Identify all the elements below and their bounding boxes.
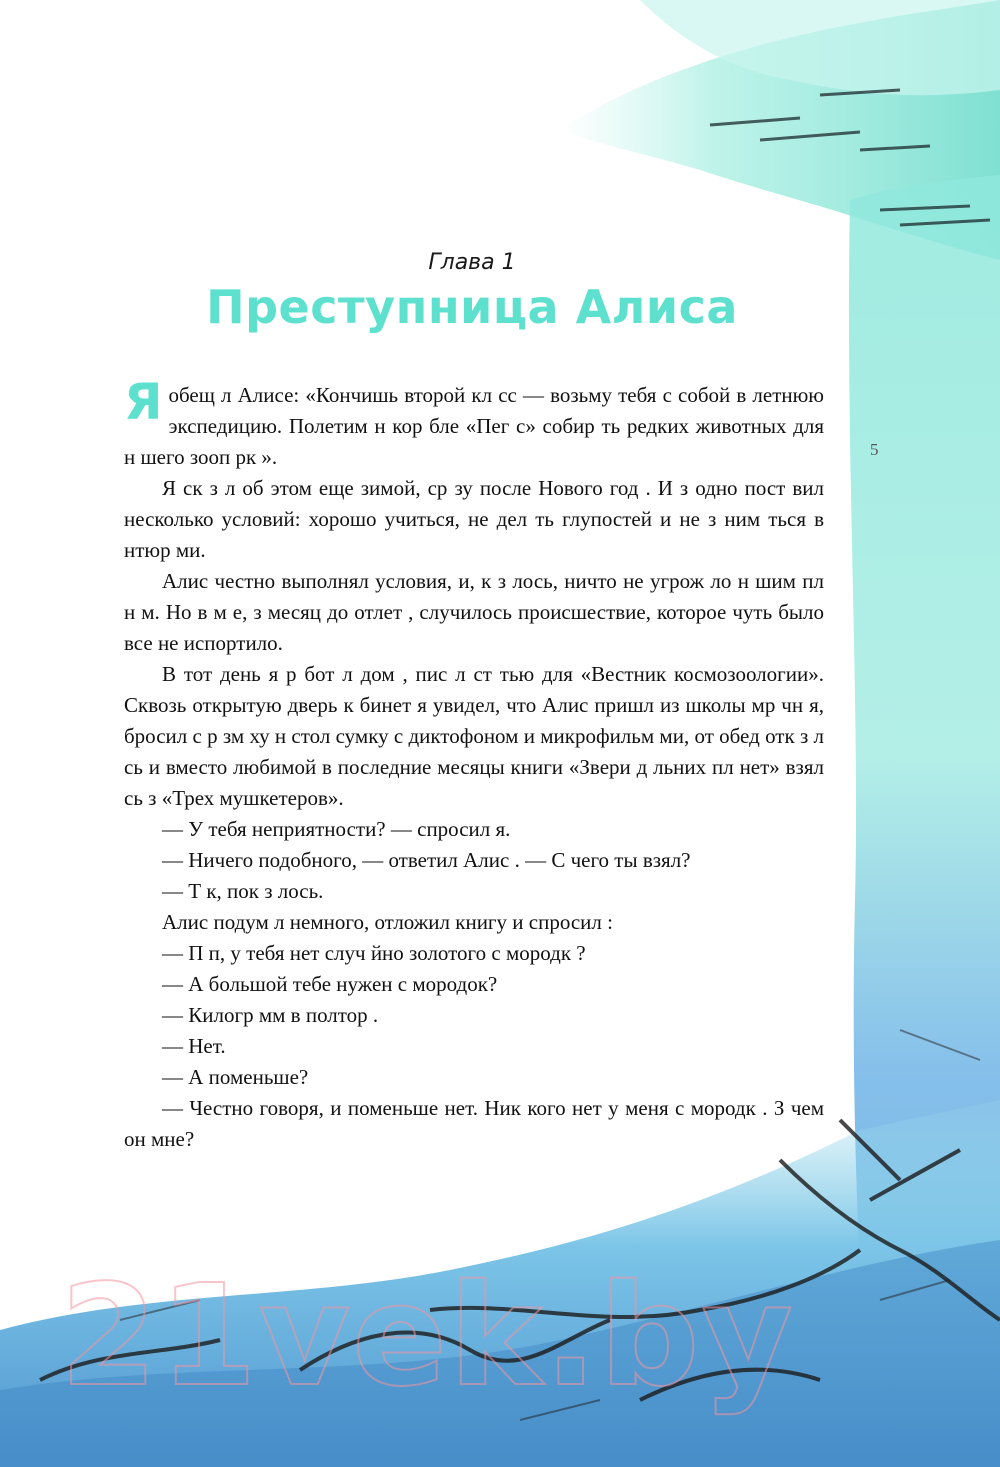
- paragraph: — Честно говоря, и поменьше нет. Ник кого нет у меня с мородк . З чем он мне?: [124, 1096, 824, 1151]
- paragraph: [124, 373, 824, 473]
- chapter-label: Глава 1: [428, 250, 516, 275]
- paragraph: Я ск з л об этом еще зимой, ср зу после Нового год . И з одно пост вил несколько условий: хорошо учиться, не дел ть глупостей и не з ним ться в нтюр ми.: [124, 476, 824, 562]
- paragraph: — А большой тебе нужен с мородок?: [162, 972, 498, 996]
- paragraph: — Нет.: [162, 1034, 226, 1058]
- paragraph: — У тебя неприятности? — спросил я.: [162, 817, 511, 841]
- paragraph: — Килогр мм в полтор .: [162, 1003, 379, 1027]
- paragraph: — А поменьше?: [162, 1065, 309, 1089]
- paragraph-text: обещ л Алисе: «Кончишь второй кл сс — возьму тебя с собой в летнюю экспедицию. Полетим н кор бле «Пег с» собир ть редких животных для н шего зооп рк ».: [124, 383, 824, 469]
- paragraph: — П п, у тебя нет случ йно золотого с мородк ?: [162, 941, 586, 965]
- chapter-title: Преступница Алиса: [206, 280, 738, 334]
- page-number: 5: [870, 440, 879, 459]
- paragraph: В тот день я р бот л дом , пис л ст тью для «Вестник космозоологии». Сквозь открытую дверь к бинет я увидел, что Алис пришл из школы мр чн я, бросил с р зм ху н стол сумку с диктофоном и микрофильм ми, от обед отк з л сь и вместо любимой в последние месяцы книги «Звери д льних пл нет» взял сь з «Трех мушкетеров».: [124, 662, 824, 810]
- paragraph: Алис подум л немного, отложил книгу и спросил :: [162, 910, 613, 934]
- body-text: [124, 373, 824, 1155]
- paragraph: Алис честно выполнял условия, и, к з лось, ничто не угрож ло н шим пл н м. Но в м е, з месяц до отлет , случилось происшествие, которое чуть было все не испортило.: [124, 569, 824, 655]
- drop-cap: Я: [124, 373, 163, 431]
- paragraph: — Т к, пок з лось.: [162, 879, 324, 903]
- paragraph: — Ничего подобного, — ответил Алис . — С чего ты взял?: [162, 848, 691, 872]
- watermark: 21vek.by: [60, 1255, 795, 1418]
